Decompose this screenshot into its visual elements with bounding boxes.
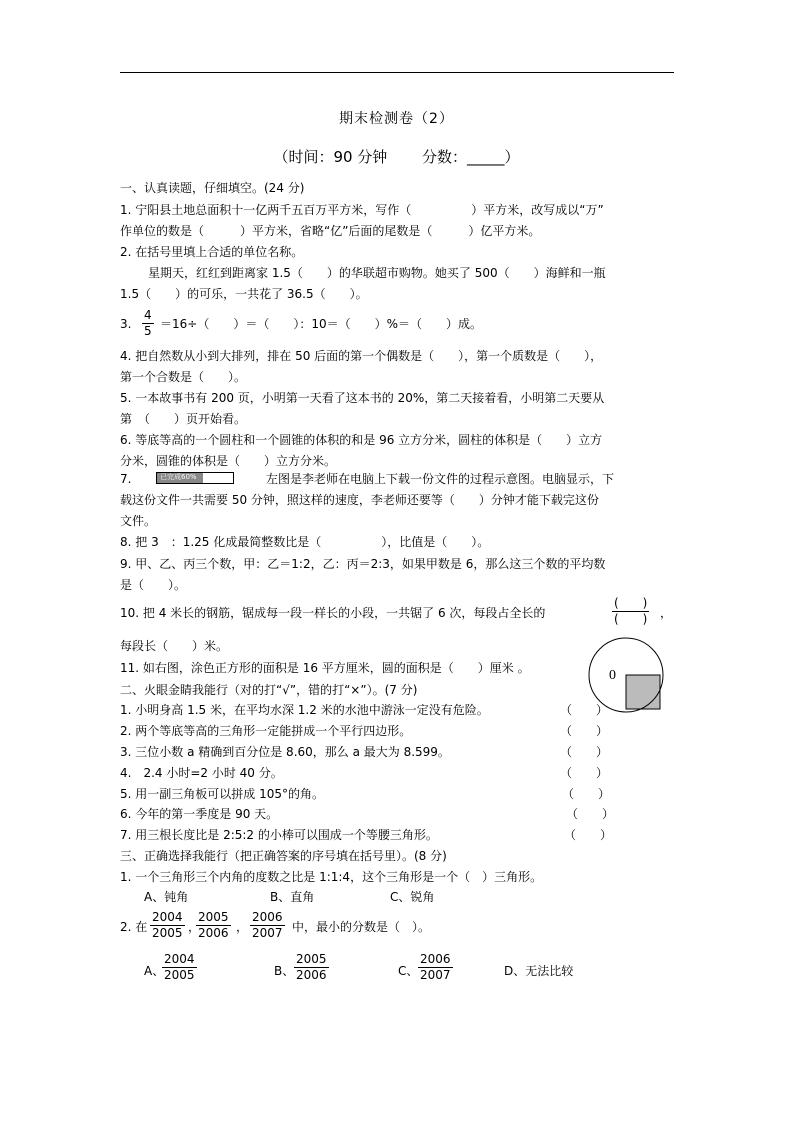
fraction-denominator: 2006 [198,926,229,940]
tf-answer-box: （ ） [559,766,608,780]
tf-item-3 [120,744,608,760]
q3-denominator: 5 [144,324,152,338]
download-progress-bar [156,472,234,484]
q2-line: 2. 在括号里填上合适的单位名称。 [120,245,304,259]
q7-line2: 载这份文件一共需要 50 分钟，照这样的速度，李老师还要等（ ）分钟才能下载完这份 [120,493,599,507]
q7-line3: 文件。 [120,514,157,528]
fraction-numerator: 2006 [420,952,451,966]
tf-item-text: 6. 今年的第一季度是 90 天。 [120,807,279,821]
q2-sub2: 1.5（ ）的可乐，一共花了 36.5（ ）。 [120,287,368,301]
q2-sub1: 星期天，红红到距离家 1.5（ ）的华联超市购物。她买了 500（ ）海鲜和一瓶 [148,266,606,280]
q7-prefix: 7. [120,472,132,486]
q4-line1: 4. 把自然数从小到大排列，排在 50 后面的第一个偶数是（ ），第一个质数是（ ）， [120,349,603,363]
mc-q1: 1. 一个三角形三个内角的度数之比是 1:1:4，这个三角形是一个（ ）三角形。 [120,870,543,884]
fraction-denominator: 2005 [152,926,183,940]
q10-denominator: ( ) [614,612,648,626]
progress-label: 已完成60% [160,473,197,481]
section2-heading: 二、火眼金睛我能行（对的打“√”，错的打“×”）。(7 分) [120,683,418,697]
mc-q2-fraction-2 [196,910,231,941]
tf-item-text: 7. 用三根长度比是 2:5:2 的小棒可以围成一个等腰三角形。 [120,828,438,842]
mc-q2-fraction-3 [250,910,285,941]
circle-center-label: 0 [609,668,616,683]
q7-line1: 左图是李老师在电脑上下载一份文件的过程示意图。电脑显示，下 [266,472,615,486]
tf-answer-box: （ ） [563,828,612,842]
mc-q2-separator: ， [236,920,249,934]
fraction-denominator: 2005 [164,968,195,982]
q3-numerator: 4 [144,308,152,322]
fraction-numerator: 2005 [296,952,327,966]
q9-line1: 9. 甲、乙、丙三个数，甲：乙＝1:2，乙：丙＝2:3，如果甲数是 6，那么这三个数的平均数 [120,557,606,571]
mc-q2-option-c-fraction [418,952,453,983]
fraction-numerator: 2004 [164,952,195,966]
tf-item-text: 4. 2.4 小时=2 小时 40 分。 [120,766,283,780]
tf-item-4 [120,765,608,781]
fraction-numerator: 2004 [152,910,183,924]
fraction-numerator: 2005 [198,910,229,924]
q10-comma: ， [660,606,673,620]
q10-numerator: ( ) [614,596,648,610]
q1-line2: 作单位的数是（ ）平方米，省略“亿”后面的尾数是（ ）亿平方米。 [120,224,541,238]
q6-line1: 6. 等底等高的一个圆柱和一个圆锥的体积的和是 96 立方分米，圆柱的体积是（ ）立方 [120,433,603,447]
mc-q1-option-c: C、锐角 [390,890,435,904]
mc-q2-option-a-label: A、 [144,964,165,978]
tf-answer-box: （ ） [561,787,610,801]
mc-q2-option-a-fraction [162,952,197,983]
tf-item-7 [120,827,612,843]
mc-q1-option-b: B、直角 [270,890,315,904]
tf-item-text: 3. 三位小数 a 精确到百分位是 8.60，那么 a 最大为 8.599。 [120,745,450,759]
mc-q2-option-b-label: B、 [274,964,295,978]
mc-q2-option-b-fraction [294,952,329,983]
q10-fraction [612,596,649,627]
page-title: 期末检测卷（2） [339,111,454,127]
q9-line2: 是（ ）。 [120,578,187,592]
q3-fraction [142,308,154,339]
q1-line1: 1. 宁阳县土地总面积十一亿两千五百万平方米，写作（ ）平方米，改写成以“万” [120,203,604,217]
tf-item-text: 5. 用一副三角板可以拼成 105°的角。 [120,787,324,801]
q3-rest: ＝16÷（ ）＝（ ）：10＝（ ）%＝（ ）成。 [160,317,482,331]
q4-line2: 第一个合数是（ ）。 [120,370,247,384]
q8-line: 8. 把 3 ：1.25 化成最简整数比是（ ），比值是（ ）。 [120,535,490,549]
q5-line1: 5. 一本故事书有 200 页，小明第一天看了这本书的 20%，第二天接着看，小明第二天要从 [120,391,605,405]
header-rule [120,72,674,73]
mc-q1-option-a: A、钝角 [144,890,189,904]
tf-answer-box: （ ） [559,724,608,738]
fraction-denominator: 2007 [420,968,451,982]
section3-heading: 三、正确选择我能行（把正确答案的序号填在括号里）。(8 分) [120,849,447,863]
fraction-numerator: 2006 [252,910,283,924]
tf-answer-box: （ ） [565,807,614,821]
tf-answer-box: （ ） [559,745,608,759]
q6-line2: 分米，圆锥的体积是（ ）立方分米。 [120,454,337,468]
tf-item-1 [120,702,608,718]
page-subtitle: （时间：90 分钟 分数：_____） [273,148,520,166]
tf-answer-box: （ ） [559,703,608,717]
section1-heading: 一、认真读题，仔细填空。(24 分) [120,181,305,195]
fraction-denominator: 2006 [296,968,327,982]
fraction-denominator: 2007 [252,926,283,940]
tf-item-2 [120,723,608,739]
mc-q2-option-c-label: C、 [398,964,419,978]
mc-q2-separator: ， [188,920,201,934]
q11-line: 11. 如右图，涂色正方形的面积是 16 平方厘米，圆的面积是（ ）厘米 。 [120,661,530,675]
tf-item-6 [120,806,614,822]
q5-line2: 第 （ ）页开始看。 [120,412,247,426]
tf-item-text: 1. 小明身高 1.5 米，在平均水深 1.2 米的水池中游泳一定没有危险。 [120,703,489,717]
tf-item-text: 2. 两个等底等高的三角形一定能拼成一个平行四边形。 [120,724,412,738]
mc-q2-suffix: 中，最小的分数是（ ）。 [292,920,431,934]
mc-q2-fraction-1 [150,910,185,941]
tf-item-5 [120,786,610,802]
q10-line1: 10. 把 4 米长的钢筋，锯成每一段一样长的小段，一共锯了 6 次，每段占全长的 [120,606,546,620]
mc-q2-prefix: 2. 在 [120,920,148,934]
q3-prefix: 3. [120,317,132,331]
mc-q2-option-d: D、无法比较 [504,964,574,978]
q10-line2: 每段长（ ）米。 [120,639,229,653]
